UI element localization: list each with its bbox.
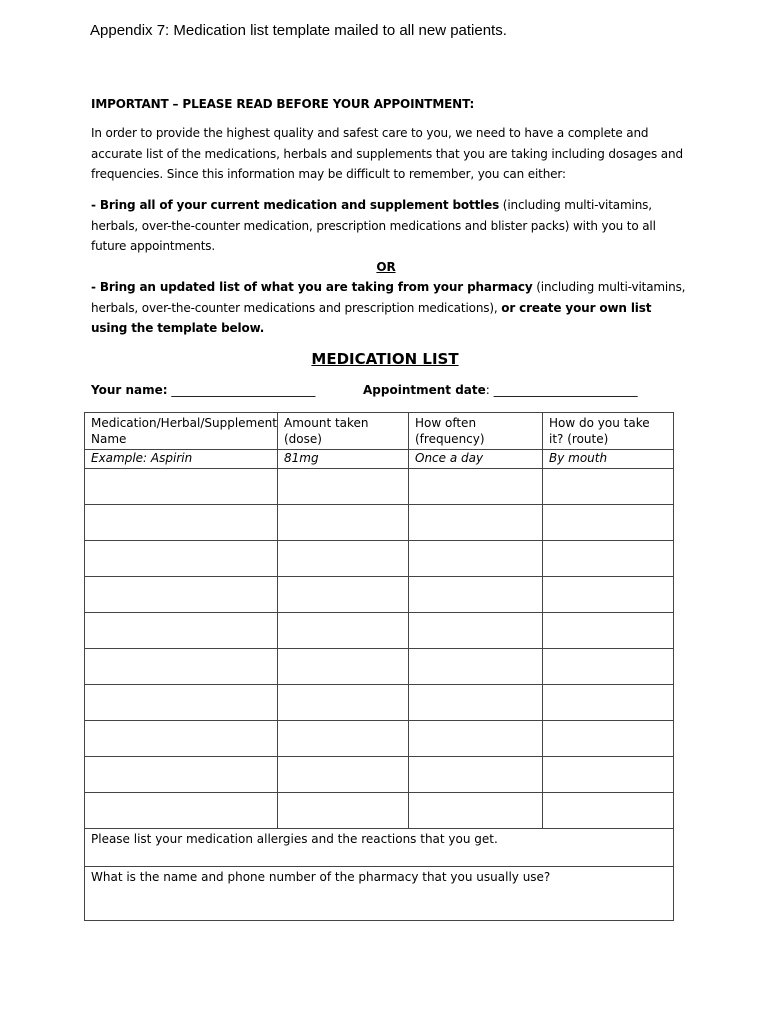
blank-cell[interactable] <box>278 685 409 721</box>
table-row <box>85 685 674 721</box>
allergies-prompt[interactable]: Please list your medication allergies and the reactions that you get. <box>85 829 674 867</box>
blank-cell[interactable] <box>409 721 543 757</box>
important-heading: IMPORTANT – PLEASE READ BEFORE YOUR APPOINTMENT: <box>91 97 475 111</box>
table-row <box>85 541 674 577</box>
blank-cell[interactable] <box>409 469 543 505</box>
blank-cell[interactable] <box>543 685 674 721</box>
blank-cell[interactable] <box>543 541 674 577</box>
option-2-bold: - Bring an updated list of what you are taking from your pharmacy <box>91 280 533 294</box>
example-dose: 81mg <box>278 450 409 469</box>
blank-cell[interactable] <box>543 505 674 541</box>
example-medication: Example: Aspirin <box>85 450 278 469</box>
medication-list-heading: MEDICATION LIST <box>311 350 459 368</box>
name-field[interactable] <box>91 383 315 397</box>
table-row <box>85 793 674 829</box>
blank-cell[interactable] <box>543 613 674 649</box>
blank-cell[interactable] <box>409 685 543 721</box>
medication-table <box>84 412 674 921</box>
blank-cell[interactable] <box>278 469 409 505</box>
blank-cell[interactable] <box>543 577 674 613</box>
blank-cell[interactable] <box>85 469 278 505</box>
blank-cell[interactable] <box>543 721 674 757</box>
example-row <box>85 450 674 469</box>
option-2-bold-end: or create your own list using the template below. <box>91 300 652 335</box>
blank-cell[interactable] <box>409 649 543 685</box>
pharmacy-row <box>85 867 674 921</box>
blank-cell[interactable] <box>85 649 278 685</box>
blank-cell[interactable] <box>85 505 278 541</box>
blank-cell[interactable] <box>85 757 278 793</box>
blank-cell[interactable] <box>278 613 409 649</box>
name-label: Your name: <box>91 383 168 397</box>
blank-cell[interactable] <box>85 613 278 649</box>
pharmacy-prompt[interactable]: What is the name and phone number of the pharmacy that you usually use? <box>85 867 674 921</box>
blank-cell[interactable] <box>278 793 409 829</box>
blank-cell[interactable] <box>409 793 543 829</box>
table-row <box>85 757 674 793</box>
blank-cell[interactable] <box>85 793 278 829</box>
appointment-date-label: Appointment date <box>363 383 486 397</box>
header-frequency: How often (frequency) <box>409 413 543 450</box>
blank-cell[interactable] <box>409 541 543 577</box>
blank-cell[interactable] <box>278 505 409 541</box>
blank-cell[interactable] <box>278 757 409 793</box>
allergies-row <box>85 829 674 867</box>
blank-cell[interactable] <box>278 721 409 757</box>
blank-cell[interactable] <box>409 577 543 613</box>
appendix-title: Appendix 7: Medication list template mailed to all new patients. <box>90 22 507 39</box>
blank-cell[interactable] <box>543 793 674 829</box>
table-row <box>85 613 674 649</box>
blank-cell[interactable] <box>85 721 278 757</box>
blank-cell[interactable] <box>409 757 543 793</box>
header-medication: Medication/Herbal/Supplement Name <box>85 413 278 450</box>
table-row <box>85 721 674 757</box>
blank-cell[interactable] <box>543 469 674 505</box>
blank-cell[interactable] <box>543 757 674 793</box>
blank-cell[interactable] <box>85 685 278 721</box>
option-1-bold: - Bring all of your current medication and supplement bottles <box>91 198 500 212</box>
blank-cell[interactable] <box>409 613 543 649</box>
option-2-text: (including multi-vitamins, herbals, over-the-counter medications and prescription medications), <box>91 280 686 315</box>
option-1-paragraph <box>91 195 691 257</box>
header-dose: Amount taken (dose) <box>278 413 409 450</box>
or-separator: OR <box>376 260 396 274</box>
example-route: By mouth <box>543 450 674 469</box>
table-row <box>85 469 674 505</box>
blank-cell[interactable] <box>278 541 409 577</box>
example-frequency: Once a day <box>409 450 543 469</box>
blank-cell[interactable] <box>85 541 278 577</box>
intro-paragraph: In order to provide the highest quality and safest care to you, we need to have a complete and accurate list of the medications, herbals and supplements that you are taking including dosages and frequencies. Since this information may be difficult to remember, you can either: <box>91 126 683 181</box>
appointment-date-field[interactable] <box>363 383 638 397</box>
blank-cell[interactable] <box>85 577 278 613</box>
blank-cell[interactable] <box>278 649 409 685</box>
table-row <box>85 505 674 541</box>
table-header-row <box>85 413 674 450</box>
option-1-text: (including multi-vitamins, herbals, over-the-counter medication, prescription medications and blister packs) with you to all future appointments. <box>91 198 656 253</box>
blank-cell[interactable] <box>409 505 543 541</box>
appointment-date-blank[interactable]: : ________________________ <box>485 383 638 397</box>
header-route: How do you take it? (route) <box>543 413 674 450</box>
option-2-paragraph <box>91 277 691 339</box>
name-blank[interactable]: ________________________ <box>167 383 316 397</box>
blank-cell[interactable] <box>278 577 409 613</box>
blank-cell[interactable] <box>543 649 674 685</box>
table-row <box>85 649 674 685</box>
table-row <box>85 577 674 613</box>
